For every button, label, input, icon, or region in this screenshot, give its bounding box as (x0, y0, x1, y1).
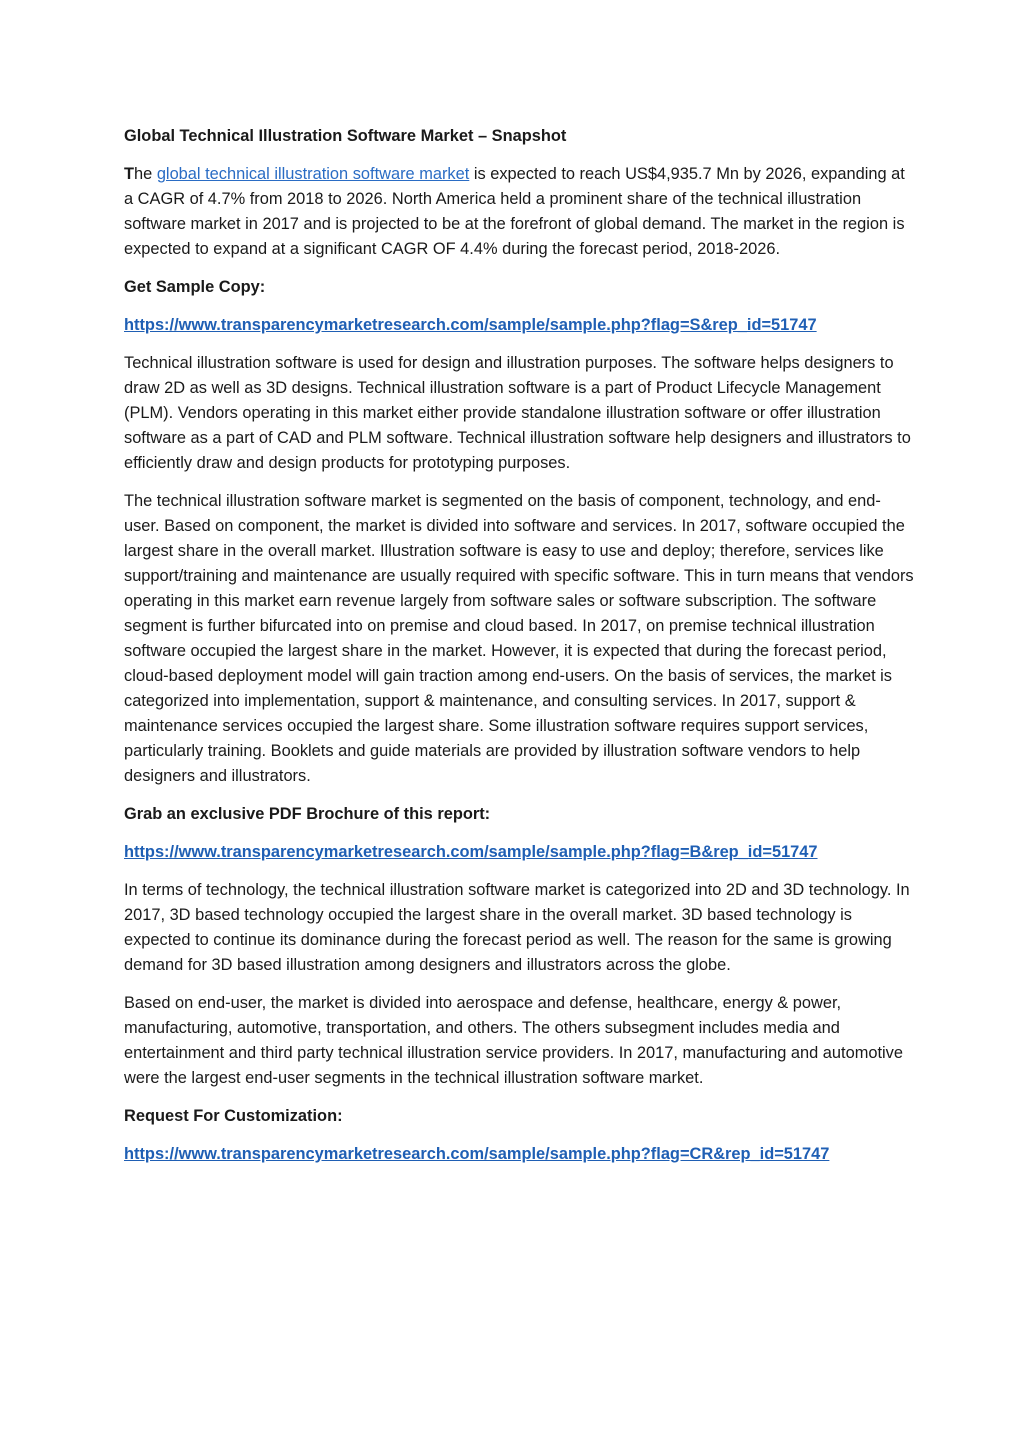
technology-paragraph: In terms of technology, the technical illustration software market is categorized into 2D and 3D technology. In 2017, 3D based technology occupied the largest share in the overall market. 3D based technology is expected to continue its dominance during the forecast period as well. The reason for the same is growing demand for 3D based illustration among designers and illustrators across the globe. (124, 881, 910, 974)
brochure-link[interactable]: https://www.transparencymarketresearch.com/sample/sample.php?flag=B&rep_id=51747 (124, 843, 818, 861)
document-page (124, 124, 914, 1180)
market-link[interactable]: global technical illustration software market (156, 165, 470, 183)
intro-paragraph (124, 162, 914, 262)
intro-lead: he (134, 165, 157, 183)
customization-link[interactable]: https://www.transparencymarketresearch.com/sample/sample.php?flag=CR&rep_id=51747 (124, 1145, 830, 1163)
overview-paragraph: Technical illustration software is used for design and illustration purposes. The software helps designers to draw 2D as well as 3D designs. Technical illustration software is a part of Product Lifecycle Management (PLM). Vendors operating in this market either provide standalone illustration software or offer illustration software as a part of CAD and PLM software. Technical illustration software help designers and illustrators to efficiently draw and design products for prototyping purposes. (124, 354, 911, 472)
intro-first-letter: T (124, 165, 135, 183)
document-title: Global Technical Illustration Software Market – Snapshot (124, 127, 567, 145)
brochure-heading: Grab an exclusive PDF Brochure of this report: (124, 805, 491, 823)
enduser-paragraph: Based on end-user, the market is divided into aerospace and defense, healthcare, energy & power, manufacturing, automotive, transportation, and others. The others subsegment includes media and entertainment and third party technical illustration service providers. In 2017, manufacturing and automotive were the largest end-user segments in the technical illustration software market. (124, 994, 903, 1087)
segments-paragraph: The technical illustration software market is segmented on the basis of component, technology, and end-user. Based on component, the market is divided into software and services. In 2017, software occupied the largest share in the overall market. Illustration software is easy to use and deploy; therefore, services like support/training and maintenance are usually required with specific software. This in turn means that vendors operating in this market earn revenue largely from software sales or software subscription. The software segment is further bifurcated into on premise and cloud based. In 2017, on premise technical illustration software occupied the largest share in the market. However, it is expected that during the forecast period, cloud-based deployment model will gain traction among end-users. On the basis of services, the market is categorized into implementation, support & maintenance, and consulting services. In 2017, support & maintenance services occupied the largest share. Some illustration software requires support services, particularly training. Booklets and guide materials are provided by illustration software vendors to help designers and illustrators. (124, 492, 914, 785)
sample-heading: Get Sample Copy: (124, 278, 266, 296)
sample-copy-link[interactable]: https://www.transparencymarketresearch.com/sample/sample.php?flag=S&rep_id=51747 (124, 316, 817, 334)
intro-rest: is expected to reach US$4,935.7 Mn by 2026, expanding at a CAGR of 4.7% from 2018 to 2026. North America held a prominent share of the technical illustration software market in 2017 and is projected to be at the forefront of global demand. The market in the region is expected to expand at a significant CAGR OF 4.4% during the forecast period, 2018-2026. (124, 165, 905, 258)
customization-heading: Request For Customization: (124, 1107, 343, 1125)
